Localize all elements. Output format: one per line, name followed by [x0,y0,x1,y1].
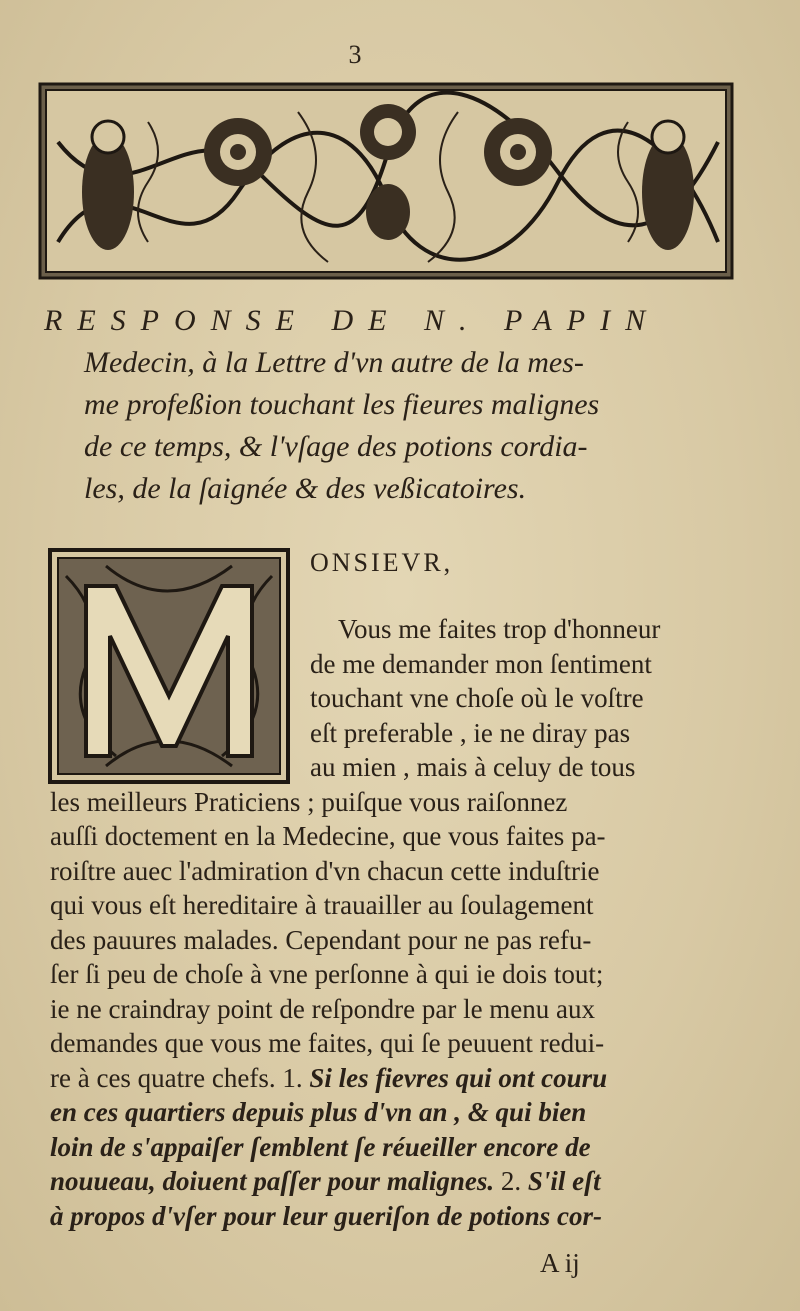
page-number: 3 [348,40,362,69]
title-heading: RESPONSE DE N. PAPIN [44,304,661,337]
text-line: loin de s'appaiſer ſemblent ſe réueiller encore de [50,1131,591,1162]
title-line: Medecin, à la Lettre d'vn autre de la mes- [84,346,584,379]
text-line: roiſtre auec l'admiration d'vn chacun cette induſtrie [50,855,600,886]
signature-mark: A ij [540,1248,580,1278]
text-line: demandes que vous me faites, qui ſe peuuent redui- [50,1028,605,1058]
text-line: ie ne craindray point de reſpondre par le menu aux [50,993,596,1024]
text-line: au mien , mais à celuy de tous [310,752,636,782]
text-line [50,1061,736,1096]
woodcut-floral-headpiece-icon [38,82,734,280]
text-line: des pauures malades. Cependant pour ne pas refu- [50,924,592,955]
title-line: de ce temps, & l'vſage des potions cordia- [84,430,588,463]
title-line: les, de la ſaignée & des veßicatoires. [84,472,527,505]
title-line: me profeßion touchant les fieures malignes [84,388,600,421]
text-line: qui vous eſt hereditaire à trauailler au ſoulagement [50,890,594,920]
text-line: ſer ſi peu de choſe à vne perſonne à qui ie dois tout; [50,959,604,989]
italic-question: Si les fievres qui ont couru [309,1062,608,1093]
body-text [50,612,736,1233]
text-segment: re à ces quatre chefs. 1. [50,1062,303,1093]
text-line: de me demander mon ſentiment [310,648,652,679]
text-line: en ces quartiers depuis plus d'vn an , & qui bien [50,1097,587,1127]
text-line: eſt preferable , ie ne diray pas [310,717,631,748]
text-line: auſſi doctement en la Medecine, que vous faites pa- [50,821,606,851]
salutation: ONSIEVR, [310,548,454,577]
italic-question: S'il eſt [527,1166,601,1196]
italic-question: nouueau, doiuent paſſer pour malignes. [50,1166,495,1196]
text-line: Vous me faites trop d'honneur [338,614,661,644]
text-line: à propos d'vſer pour leur gueriſon de potions cor- [50,1200,603,1231]
title-block [44,300,724,510]
text-line: les meilleurs Praticiens ; puiſque vous raiſonnez [50,786,568,817]
text-line [50,1164,736,1199]
text-segment: 2. [500,1166,522,1196]
text-line: touchant vne choſe où le voſtre [310,683,644,713]
